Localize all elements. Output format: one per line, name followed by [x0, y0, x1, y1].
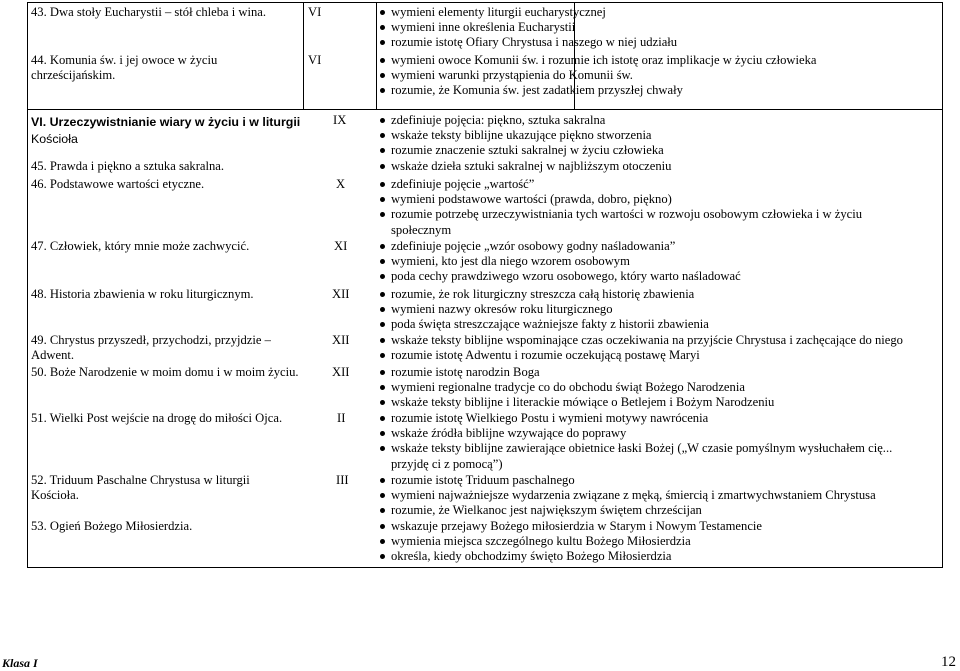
outcome-item: wskaże dzieła sztuki sakralnej w najbliższym otoczeniu — [391, 158, 672, 173]
bullet-icon — [380, 274, 385, 279]
lesson-title: 45. Prawda i piękno a sztuka sakralna. — [31, 159, 225, 173]
outcome-item: wskaże teksty biblijne wspominające czas oczekiwania na przyjście Chrystusa i zachęcające do niego — [391, 333, 903, 347]
outcome-item: rozumie znaczenie sztuki sakralnej w życiu człowieka — [391, 143, 664, 158]
lesson-title: 47. Człowiek, który mnie może zachwycić. — [31, 239, 250, 253]
outcome-item: wymieni, kto jest dla niego wzorem osobowym — [391, 254, 630, 269]
bullet-icon — [380, 58, 385, 63]
lesson-title: 53. Ogień Bożego Miłosierdzia. — [31, 519, 193, 533]
outcome-item: zdefiniuje pojęcie „wzór osobowy godny naśladowania” — [391, 239, 676, 253]
outcome-item: wymieni elementy liturgii eucharystycznej — [391, 5, 606, 19]
bullet-icon — [380, 259, 385, 264]
outcome-item: wymienia miejsca szczególnego kultu Bożego Miłosierdzia — [391, 534, 691, 549]
bullet-icon — [380, 244, 385, 249]
outcome-item: przyjdę ci z pomocą”) — [391, 456, 503, 471]
outcome-item: poda cechy prawdziwego wzoru osobowego, który warto naśladować — [391, 269, 741, 284]
hours-label: XII — [332, 365, 350, 379]
outcome-item: rozumie istotę Ofiary Chrystusa i naszego w niej udziału — [391, 35, 678, 50]
bullet-icon — [380, 416, 385, 421]
bullet-icon — [380, 554, 385, 559]
outcome-item: rozumie, że rok liturgiczny streszcza całą historię zbawienia — [391, 287, 695, 301]
column-divider — [376, 3, 377, 109]
bullet-icon — [380, 182, 385, 187]
hours-label: VI — [308, 5, 322, 19]
page-number: 12 — [941, 654, 956, 670]
hours-label: XII — [332, 333, 350, 347]
outcome-item: wymieni owoce Komunii św. i rozumie ich istotę oraz implikacje w życiu człowieka — [391, 53, 817, 67]
outcome-item: społecznym — [391, 222, 452, 237]
outcome-item: rozumie istotę Wielkiego Postu i wymieni motywy nawrócenia — [391, 411, 709, 425]
outcome-item: wymieni inne określenia Eucharystii — [391, 20, 576, 35]
outcome-item: wymieni warunki przystąpienia do Komunii św. — [391, 68, 633, 83]
bullet-icon — [380, 539, 385, 544]
hours-label: XI — [334, 239, 348, 253]
bullet-icon — [380, 133, 385, 138]
bullet-icon — [380, 524, 385, 529]
outcome-item: rozumie, że Wielkanoc jest największym świętem chrześcijan — [391, 503, 702, 518]
bullet-icon — [380, 197, 385, 202]
outcome-item: wskaże źródła biblijne wzywające do poprawy — [391, 426, 627, 441]
bullet-icon — [380, 212, 385, 217]
hours-label: X — [336, 177, 346, 191]
section-title: VI. Urzeczywistnianie wiary w życiu i w liturgii — [31, 115, 301, 129]
outcome-item: wskaże teksty biblijne ukazujące piękno stworzenia — [391, 128, 652, 143]
bullet-icon — [380, 385, 385, 390]
bullet-icon — [380, 164, 385, 169]
lesson-title: 52. Triduum Paschalne Chrystusa w liturgii — [31, 473, 250, 487]
bullet-icon — [380, 322, 385, 327]
bullet-icon — [380, 508, 385, 513]
outcome-item: wymieni nazwy okresów roku liturgicznego — [391, 302, 613, 317]
bullet-icon — [380, 400, 385, 405]
bullet-icon — [380, 25, 385, 30]
bullet-icon — [380, 353, 385, 358]
bullet-icon — [380, 148, 385, 153]
outcome-item: wskaże teksty biblijne zawierające obietnice łaski Bożej („W czasie pomyślnym wysłuchałem cię... — [391, 441, 893, 456]
hours-label: VI — [308, 53, 322, 67]
curriculum-table — [27, 2, 943, 568]
bullet-icon — [380, 307, 385, 312]
lesson-title: 51. Wielki Post wejście na drogę do miłości Ojca. — [31, 411, 283, 425]
bullet-icon — [380, 73, 385, 78]
column-divider — [303, 3, 304, 109]
lesson-title: 43. Dwa stoły Eucharystii – stół chleba i wina. — [31, 5, 267, 19]
lesson-title: Kościoła. — [31, 488, 79, 503]
lesson-title: chrześcijańskim. — [31, 68, 116, 83]
bullet-icon — [380, 118, 385, 123]
row-divider — [28, 109, 942, 110]
hours-label: XII — [332, 287, 350, 301]
lesson-title: 46. Podstawowe wartości etyczne. — [31, 177, 205, 191]
outcome-item: wymieni najważniejsze wydarzenia związane z męką, śmiercią i zmartwychwstaniem Chrystusa — [391, 488, 876, 503]
outcome-item: rozumie istotę Triduum paschalnego — [391, 473, 575, 487]
bullet-icon — [380, 431, 385, 436]
hours-label: II — [337, 411, 346, 425]
bullet-icon — [380, 338, 385, 343]
outcome-item: wskaże teksty biblijne i literackie mówiące o Betlejem i Bożym Narodzeniu — [391, 395, 775, 410]
bullet-icon — [380, 478, 385, 483]
outcome-item: wymieni podstawowe wartości (prawda, dobro, piękno) — [391, 192, 672, 207]
lesson-title: 49. Chrystus przyszedł, przychodzi, przyjdzie – — [31, 333, 271, 347]
bullet-icon — [380, 88, 385, 93]
outcome-item: rozumie potrzebę urzeczywistniania tych wartości w rozwoju osobowym człowieka i w życiu — [391, 207, 863, 222]
bullet-icon — [380, 292, 385, 297]
bullet-icon — [380, 446, 385, 451]
outcome-item: wskazuje przejawy Bożego miłosierdzia w Starym i Nowym Testamencie — [391, 519, 762, 533]
bullet-icon — [380, 10, 385, 15]
lesson-title: 50. Boże Narodzenie w moim domu i w moim życiu. — [31, 365, 299, 379]
outcome-item: zdefiniuje pojęcia: piękno, sztuka sakralna — [391, 113, 606, 127]
hours-label: IX — [333, 113, 347, 127]
bullet-icon — [380, 493, 385, 498]
bullet-icon — [380, 40, 385, 45]
outcome-item: wymieni regionalne tradycje co do obchodu świąt Bożego Narodzenia — [391, 380, 745, 395]
lesson-title: Adwent. — [31, 348, 75, 363]
outcome-item: określa, kiedy obchodzimy święto Bożego Miłosierdzia — [391, 549, 672, 564]
outcome-item: rozumie istotę narodzin Boga — [391, 365, 540, 379]
hours-label: III — [336, 473, 349, 487]
bullet-icon — [380, 370, 385, 375]
lesson-title: 44. Komunia św. i jej owoce w życiu — [31, 53, 218, 67]
outcome-item: rozumie istotę Adwentu i rozumie oczekującą postawę Maryi — [391, 348, 700, 363]
section-title: Kościoła — [31, 132, 78, 147]
outcome-item: poda święta streszczające ważniejsze fakty z historii zbawienia — [391, 317, 709, 332]
outcome-item: zdefiniuje pojęcie „wartość” — [391, 177, 535, 191]
outcome-item: rozumie, że Komunia św. jest zadatkiem przyszłej chwały — [391, 83, 683, 98]
footer-class-label: Klasa I — [2, 656, 38, 670]
lesson-title: 48. Historia zbawienia w roku liturgicznym. — [31, 287, 254, 301]
